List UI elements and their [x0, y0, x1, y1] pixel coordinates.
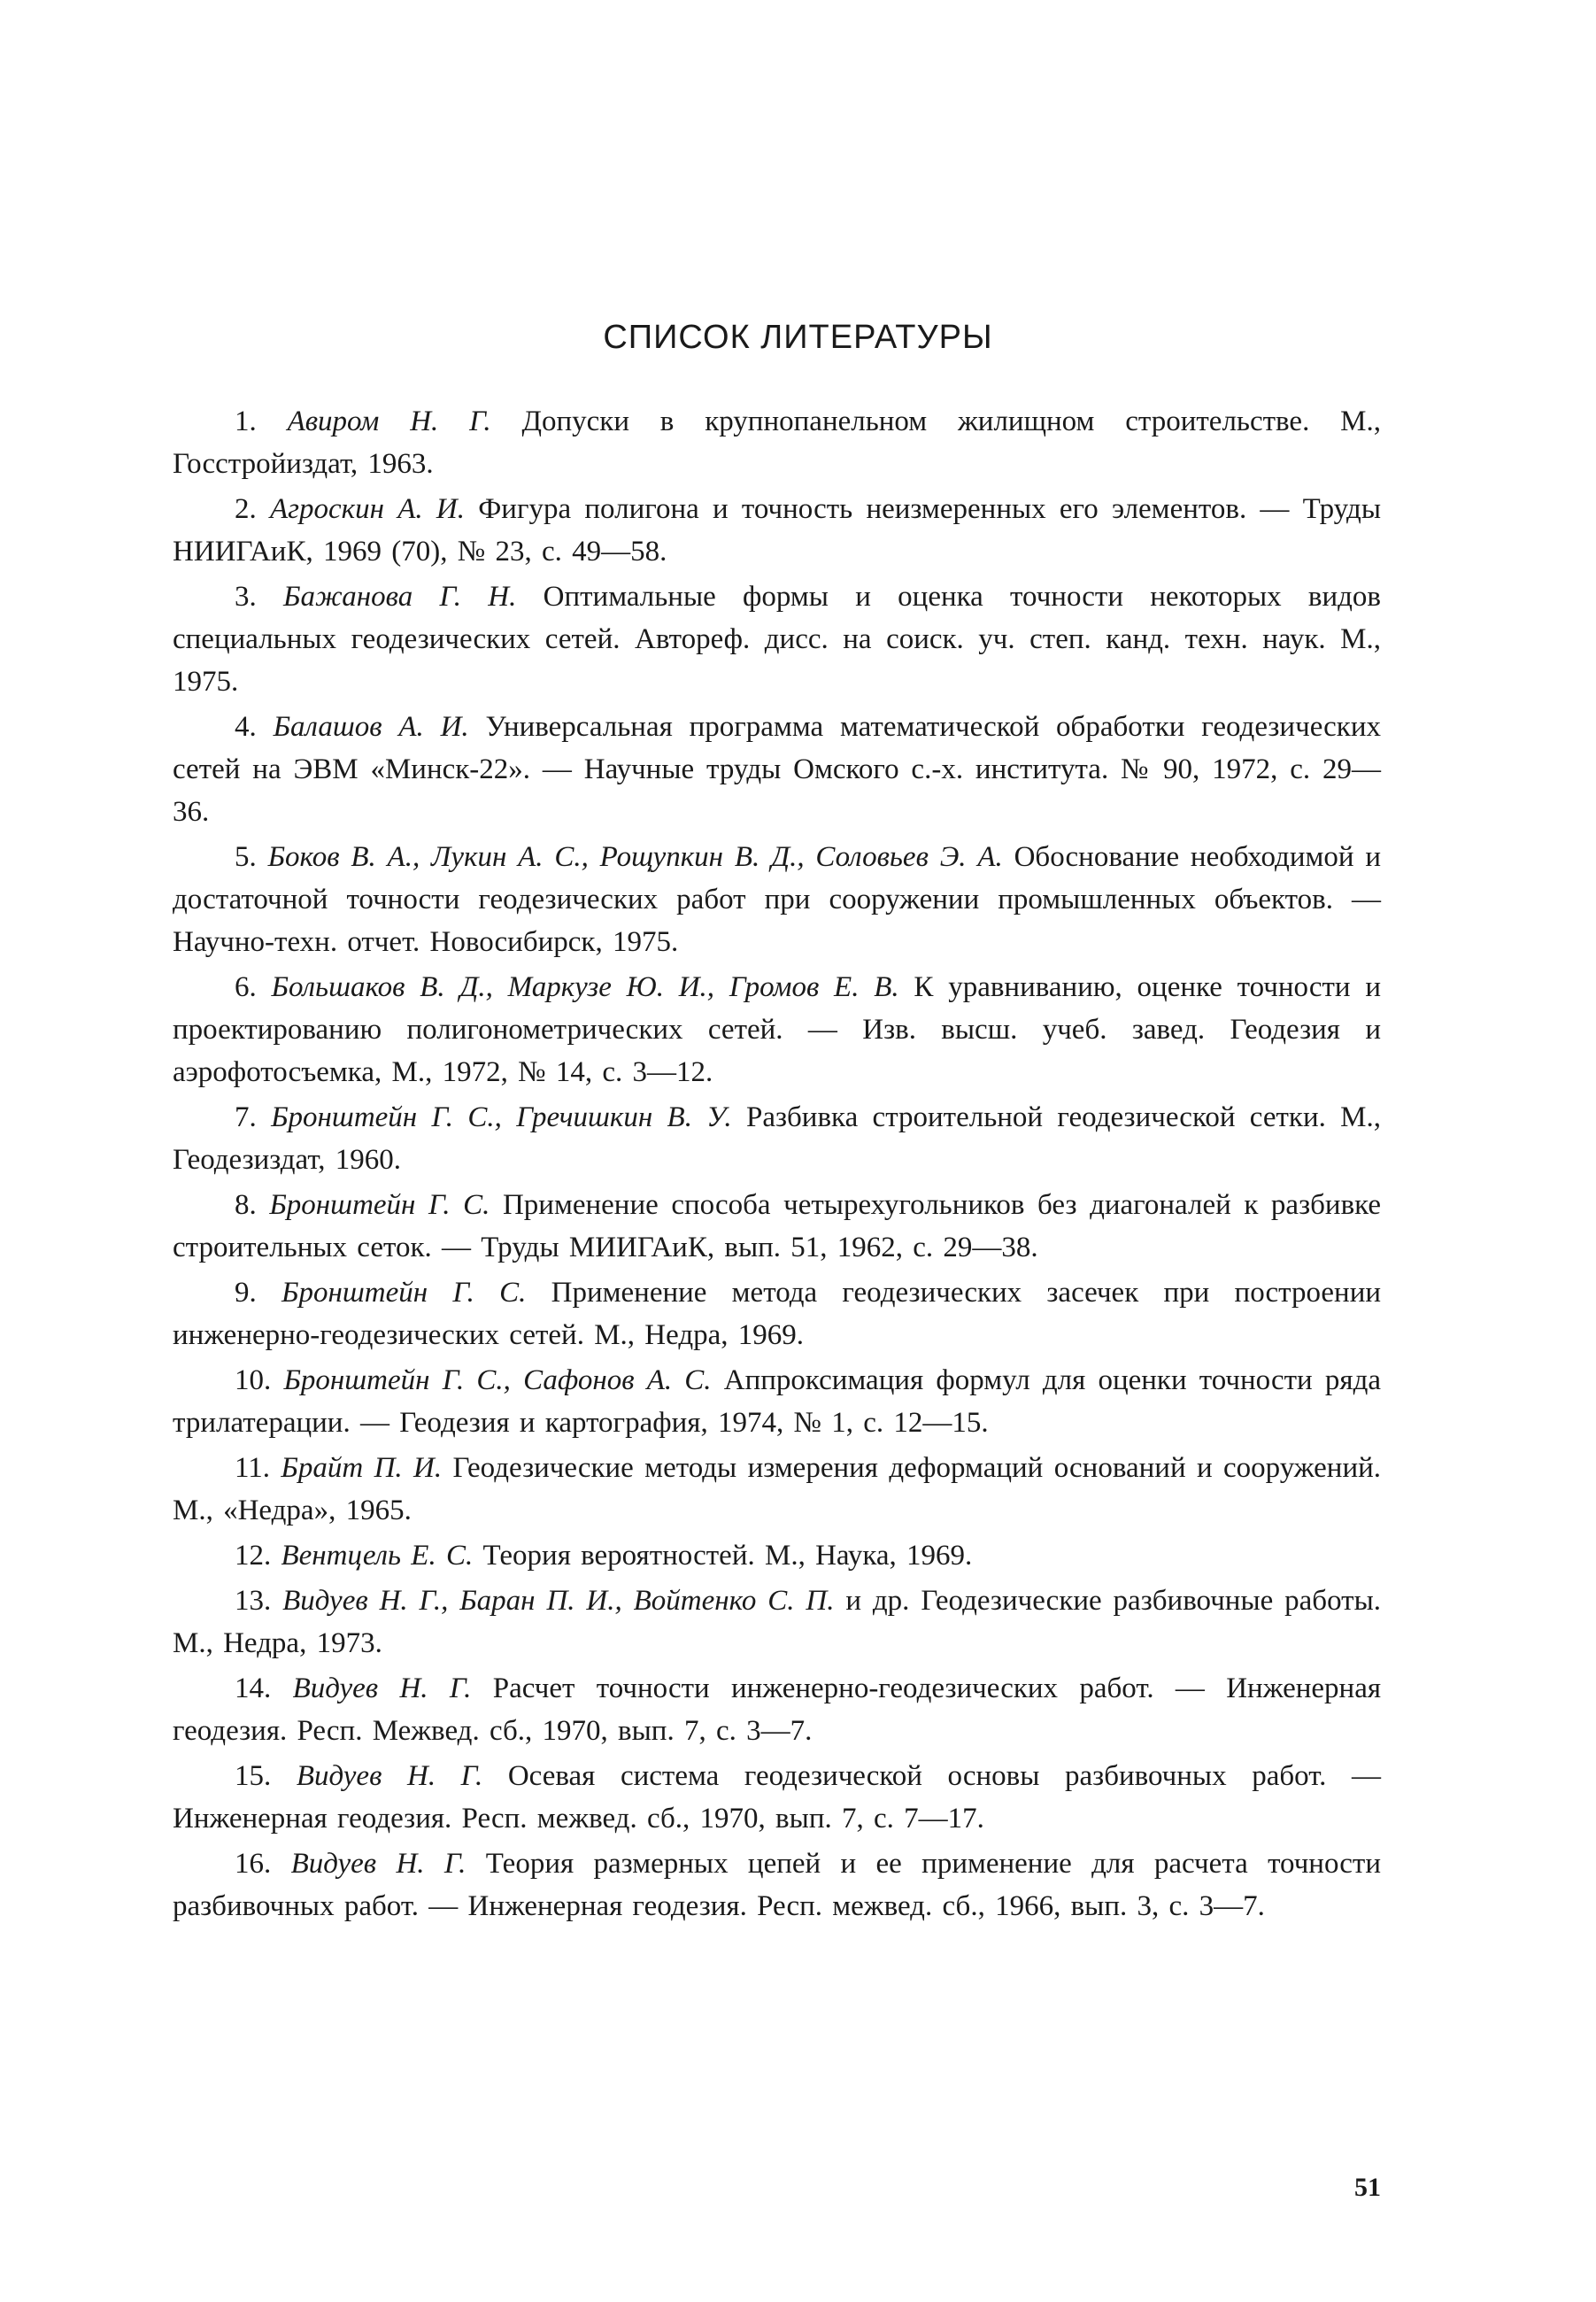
reference-number: 6.	[235, 971, 257, 1003]
reference-text: Геодезические методы измерения деформаций оснований и сооружений. М., «Недра», 1965.	[173, 1452, 1382, 1526]
reference-text: К уравниванию, оценке точности и проектированию полигонометрических сетей. — Изв. высш. учеб. завед. Геодезия и аэрофотосъемка, М., 1972, № 14, с. 3—12.	[173, 971, 1381, 1088]
page-title: СПИСОК ЛИТЕРАТУРЫ	[603, 319, 993, 356]
reference-text: Теория вероятностей. М., Наука, 1969.	[482, 1540, 973, 1572]
reference-item	[173, 1184, 1381, 1269]
reference-item	[173, 1842, 1381, 1927]
reference-text: Применение метода геодезических засечек при построении инженерно-геодезических сетей. М., Недра, 1969.	[173, 1277, 1382, 1351]
reference-text: Применение способа четырехугольников без диагоналей к разбивке строительных сеток. — Труды МИИГАиК, вып. 51, 1962, с. 29—38.	[173, 1189, 1382, 1263]
reference-authors: Видуев Н. Г.	[292, 1672, 472, 1704]
reference-item	[173, 488, 1381, 573]
reference-number: 15.	[235, 1760, 272, 1792]
reference-authors: Большаков В. Д., Маркузе Ю. И., Громов Е. В.	[271, 971, 899, 1003]
reference-item	[173, 966, 1381, 1093]
reference-number: 5.	[235, 841, 257, 873]
reference-item	[173, 706, 1381, 833]
reference-list	[173, 400, 1381, 1930]
reference-number: 11.	[235, 1452, 271, 1484]
reference-text: Разбивка строительной геодезической сетки. М., Геодезиздат, 1960.	[173, 1101, 1382, 1176]
reference-authors: Бронштейн Г. С.	[281, 1277, 527, 1309]
reference-number: 13.	[235, 1585, 272, 1617]
reference-item	[173, 1447, 1381, 1532]
reference-number: 9.	[235, 1277, 257, 1309]
reference-authors: Бажанова Г. Н.	[283, 581, 517, 613]
reference-text: Расчет точности инженерно-геодезических работ. — Инженерная геодезия. Респ. Межвед. сб., 1970, вып. 7, с. 3—7.	[173, 1672, 1382, 1747]
reference-text: Аппроксимация формул для оценки точности ряда трилатерации. — Геодезия и картография, 1974, № 1, с. 12—15.	[173, 1364, 1382, 1439]
reference-number: 16.	[235, 1848, 272, 1880]
reference-number: 10.	[235, 1364, 272, 1396]
reference-authors: Бронштейн Г. С., Сафонов А. С.	[283, 1364, 712, 1396]
reference-item	[173, 400, 1381, 485]
reference-number: 3.	[235, 581, 257, 613]
reference-number: 7.	[235, 1101, 257, 1133]
reference-authors: Боков В. А., Лукин А. С., Рощупкин В. Д., Соловьев Э. А.	[267, 841, 1003, 873]
reference-item	[173, 1359, 1381, 1444]
reference-item	[173, 1096, 1381, 1181]
reference-authors: Авиром Н. Г.	[287, 406, 491, 437]
reference-text: Обоснование необходимой и достаточной точности геодезических работ при сооружении промышленных объектов. — Научно-техн. отчет. Новосибирск, 1975.	[173, 841, 1382, 958]
reference-item	[173, 1755, 1381, 1840]
reference-authors: Видуев Н. Г., Баран П. И., Войтенко С. П.	[282, 1585, 835, 1617]
reference-text: Оптимальные формы и оценка точности некоторых видов специальных геодезических сетей. Автореф. дисс. на соиск. уч. степ. канд. техн. наук. М., 1975.	[173, 581, 1382, 698]
reference-number: 4.	[235, 711, 257, 743]
reference-number: 1.	[235, 406, 257, 437]
reference-text: Универсальная программа математической обработки геодезических сетей на ЭВМ «Минск-22». — Научные труды Омского с.-х. института. № 90, 1972, с. 29—36.	[173, 711, 1381, 828]
reference-authors: Брайт П. И.	[281, 1452, 443, 1484]
reference-text: Осевая система геодезической основы разбивочных работ. — Инженерная геодезия. Респ. межвед. сб., 1970, вып. 7, с. 7—17.	[173, 1760, 1381, 1835]
reference-authors: Вентцель Е. С.	[281, 1540, 474, 1572]
page-number: 51	[1354, 2173, 1381, 2202]
reference-authors: Видуев Н. Г.	[296, 1760, 483, 1792]
reference-number: 12.	[235, 1540, 272, 1572]
reference-text: Теория размерных цепей и ее применение для расчета точности разбивочных работ. — Инженерная геодезия. Респ. межвед. сб., 1966, вып. 3, с. 3—7.	[173, 1848, 1382, 1922]
reference-authors: Балашов А. И.	[273, 711, 469, 743]
reference-number: 2.	[235, 493, 257, 525]
reference-number: 14.	[235, 1672, 272, 1704]
reference-item	[173, 836, 1381, 963]
reference-text: Фигура полигона и точность неизмеренных его элементов. — Труды НИИГАиК, 1969 (70), № 23, с. 49—58.	[173, 493, 1382, 568]
reference-authors: Бронштейн Г. С., Гречишкин В. У.	[271, 1101, 732, 1133]
reference-authors: Видуев Н. Г.	[290, 1848, 466, 1880]
reference-item	[173, 1534, 1381, 1577]
reference-item	[173, 576, 1381, 703]
reference-authors: Бронштейн Г. С.	[269, 1189, 490, 1221]
reference-number: 8.	[235, 1189, 257, 1221]
reference-text: и др. Геодезические разбивочные работы. М., Недра, 1973.	[173, 1585, 1382, 1659]
reference-text: Допуски в крупнопанельном жилищном строительстве. М., Госстройиздат, 1963.	[173, 406, 1381, 480]
reference-item	[173, 1580, 1381, 1665]
reference-item	[173, 1271, 1381, 1356]
reference-item	[173, 1667, 1381, 1752]
reference-authors: Агроскин А. И.	[270, 493, 465, 525]
